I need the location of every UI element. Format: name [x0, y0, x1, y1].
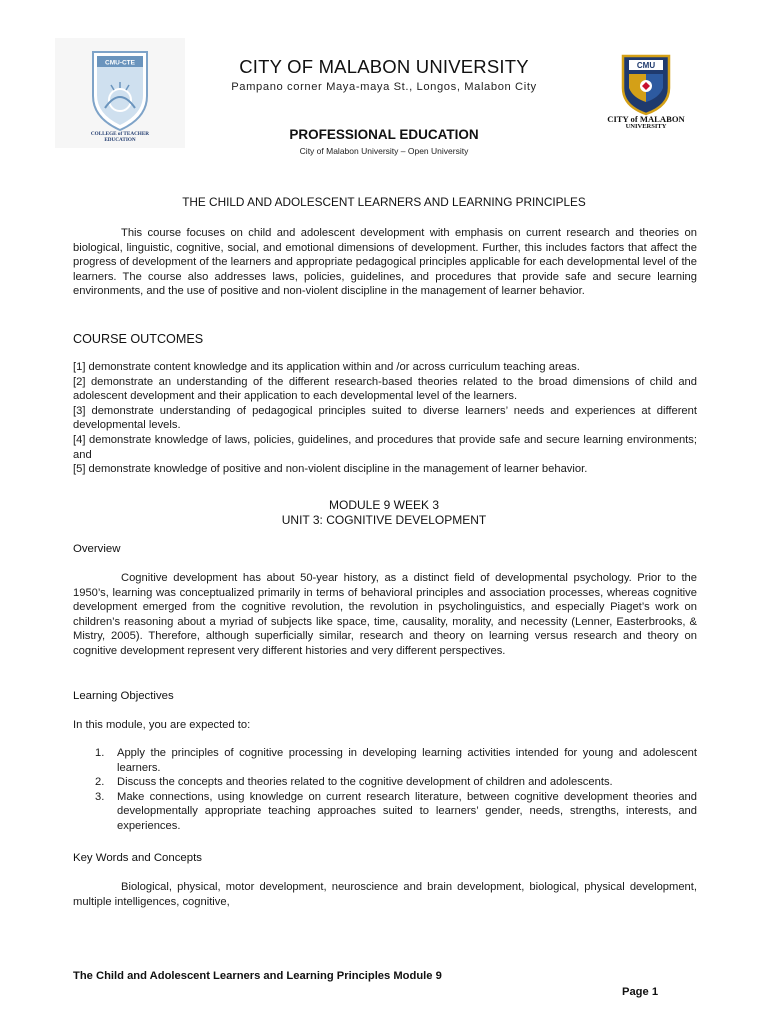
list-item-number: 3.: [95, 790, 105, 803]
list-item: [73, 775, 697, 790]
course-outcomes-list: [73, 360, 697, 477]
list-item-text: Make connections, using knowledge on current research literature, between cognitive development theories and developmentally appropriate teaching approaches suited to learners’ gender, needs, strengths, interests, and experiences.: [117, 790, 697, 832]
list-item: [73, 790, 697, 834]
outcome-item: [3] demonstrate understanding of pedagogical principles suited to diverse learners’ needs and experiences at different developmental levels.: [73, 404, 697, 432]
list-item-text: Discuss the concepts and theories related to the cognitive development of children and adolescents.: [117, 776, 613, 789]
list-item-number: 1.: [95, 747, 105, 759]
university-name: CITY OF MALABON UNIVERSITY: [239, 56, 529, 77]
outcome-item: [2] demonstrate an understanding of the different research-based theories related to the broad dimensions of child and adolescent development and their application to each developmental level of the learners.: [73, 375, 697, 403]
learning-objectives-list: [73, 746, 697, 834]
outcome-item: [5] demonstrate knowledge of positive and non-violent discipline in the management of learner behavior.: [73, 463, 588, 476]
key-words-heading: Key Words and Concepts: [73, 852, 202, 864]
unit-title: UNIT 3: COGNITIVE DEVELOPMENT: [281, 513, 487, 527]
university-address: Pampano corner Maya-maya St., Longos, Malabon City: [231, 81, 537, 93]
learning-objectives-intro: In this module, you are expected to:: [73, 719, 251, 731]
cmu-logo-caption-line1: CITY of MALABON: [607, 114, 685, 124]
program-title: PROFESSIONAL EDUCATION: [289, 127, 479, 142]
cmu-logo: [603, 50, 689, 134]
footer-title: The Child and Adolescent Learners and Learning Principles Module 9: [73, 970, 442, 982]
program-subtitle: City of Malabon University – Open University: [299, 146, 469, 156]
list-item-number: 2.: [95, 776, 105, 789]
cmu-logo-monogram: CMU: [636, 61, 656, 71]
course-title: THE CHILD AND ADOLESCENT LEARNERS AND LEARNING PRINCIPLES: [182, 195, 586, 209]
module-week: MODULE 9 WEEK 3: [328, 498, 440, 512]
list-item-text: Apply the principles of cognitive processing in developing learning activities intended for young and adolescent learners.: [117, 747, 697, 774]
list-item: [73, 746, 697, 775]
cte-logo-monogram: CMU-CTE: [105, 59, 135, 67]
course-description: This course focuses on child and adolescent development with emphasis on current research and theories on biological, linguistic, cognitive, social, and emotional dimensions of development. Further, this includes factors that affect the progress of development of the learners and appropriate pedagogical principles applicable for each developmental level of the learners. The course also addresses laws, policies, guidelines, and procedures that provide safe and secure learning environments, and the use of positive and non-violent discipline in the management of learner behavior.: [73, 227, 697, 298]
overview-text: Cognitive development has about 50-year history, as a distinct field of developmental psychology. Prior to the 1950’s, learning was conceptualized primarily in terms of behavioral principles and association processes, whereas cognitive development emerged from the cognitive revolution, the revolution in psycholinguistics, and especially Piaget’s work on children’s reasoning about a myriad of subjects like space, time, causality, morality, and necessity (Lenner, Easterbrooks, & Mistry, 2005). Therefore, although superficially similar, research and theory on learning versus research and theory on cognitive development represent very different histories and very different perspectives.: [73, 572, 697, 657]
outcome-item: [4] demonstrate knowledge of laws, policies, guidelines, and procedures that provide safe and secure learning environments; and: [73, 433, 697, 461]
cte-logo-caption: COLLEGE of TEACHER EDUCATION: [90, 131, 150, 143]
cmu-logo-caption-line2: UNIVERSITY: [625, 123, 667, 130]
page-number: Page 1: [622, 986, 659, 998]
outcome-item: [1] demonstrate content knowledge and its application within and /or across curriculum teaching areas.: [73, 361, 580, 373]
key-words-text: Biological, physical, motor development, neuroscience and brain development, biological, physical development, multiple intelligences, cognitive,: [73, 881, 697, 908]
learning-objectives-heading: Learning Objectives: [73, 690, 174, 702]
overview-heading: Overview: [73, 543, 121, 555]
course-outcomes-heading: COURSE OUTCOMES: [73, 332, 204, 346]
